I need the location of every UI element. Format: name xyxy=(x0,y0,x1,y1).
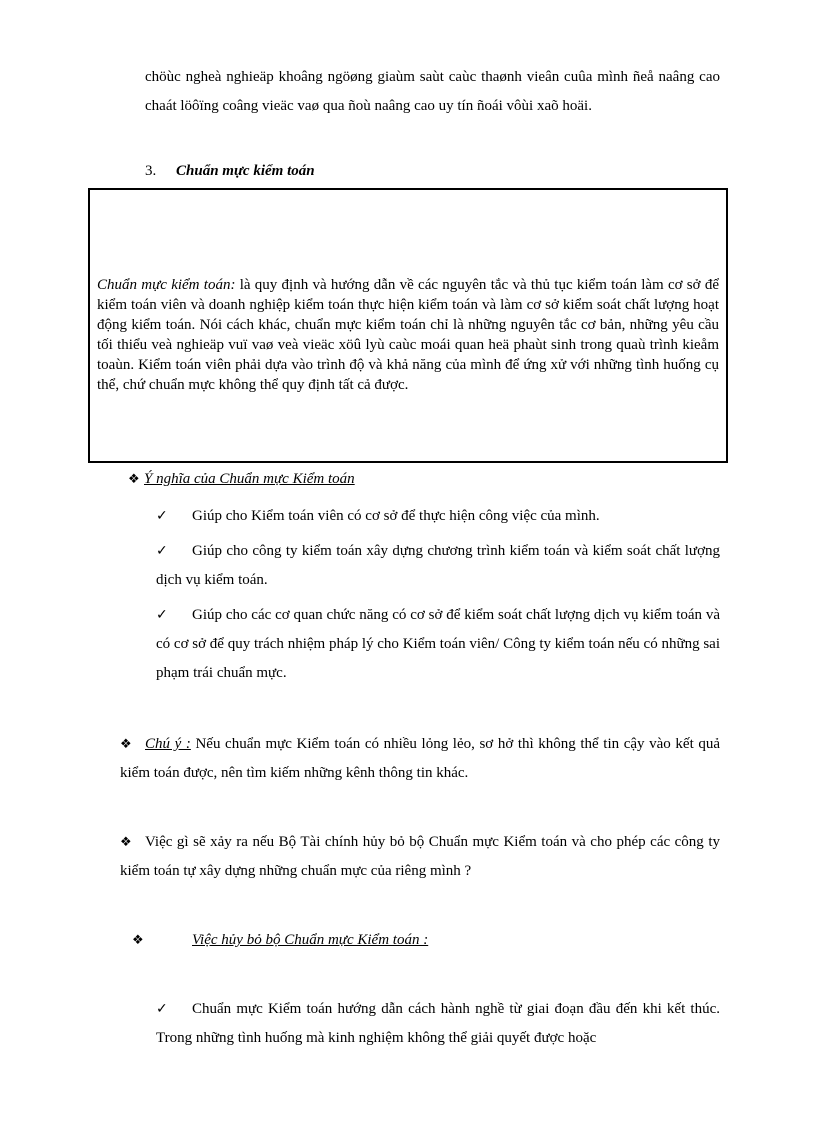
intro-paragraph: chöùc ngheà nghieäp khoâng ngöøng giaùm saùt caùc thaønh vieân cuûa mình ñeå naâng cao chaát löôïng coâng vieäc vaø qua ñoù naâng cao uy tín ñoái vôùi xaõ hoäi. xyxy=(145,69,720,114)
section-heading xyxy=(145,160,315,182)
cancel-item-text: Chuẩn mực Kiểm toán hướng dẫn cách hành nghề từ giai đoạn đầu đến khi kết thúc. Trong những tình huống mà kinh nghiệm không thể giải quyết được hoặc xyxy=(156,1001,720,1046)
meaning-item xyxy=(156,537,720,595)
diamond-bullet-icon: ❖ xyxy=(128,472,140,487)
meaning-item-text: Giúp cho Kiểm toán viên có cơ sở để thực hiện công việc của mình. xyxy=(192,508,600,524)
diamond-bullet-icon: ❖ xyxy=(120,737,132,752)
section-title: Chuẩn mực kiểm toán xyxy=(176,163,315,179)
note-text: Nếu chuẩn mực Kiểm toán có nhiều lỏng lẻo, sơ hở thì không thể tin cậy vào kết quả kiểm toán được, nên tìm kiếm những kênh thông tin khác. xyxy=(120,736,720,781)
note-label: Chú ý : xyxy=(145,736,191,752)
checkmark-icon: ✓ xyxy=(156,607,168,623)
meaning-title: Ý nghĩa của Chuẩn mực Kiểm toán xyxy=(144,471,355,487)
meaning-heading xyxy=(128,468,355,491)
meaning-item xyxy=(156,502,720,531)
question-paragraph xyxy=(120,828,720,886)
definition-text xyxy=(97,275,719,395)
cancel-item xyxy=(156,995,720,1053)
diamond-bullet-icon: ❖ xyxy=(120,835,132,850)
checkmark-icon: ✓ xyxy=(156,543,168,559)
note-paragraph xyxy=(120,730,720,788)
diamond-bullet-icon: ❖ xyxy=(132,933,144,948)
definition-term: Chuẩn mực kiểm toán: xyxy=(97,277,236,293)
meaning-item xyxy=(156,601,720,688)
cancel-title: Việc hủy bỏ bộ Chuẩn mực Kiểm toán : xyxy=(192,932,429,948)
definition-body: là quy định và hướng dẫn về các nguyên tắc và thủ tục kiểm toán làm cơ sở để kiểm toán viên và doanh nghiệp kiểm toán thực hiện kiểm toán và làm cơ sở kiểm soát chất lượng hoạt động kiểm toán. Nói cách khác, chuẩn mực kiểm toán chỉ là những nguyên tắc cơ bản, những yêu cầu tối thiểu veà nghieäp vuï vaø veà vieäc xöû lyù caùc moái quan heä phaùt sinh trong quaù trình kieåm toaùn. Kiểm toán viên phải dựa vào trình độ và khả năng của mình để ứng xử với những tình huống cụ thể, chứ chuẩn mực không thể quy định tất cả được. xyxy=(97,277,719,393)
meaning-item-text: Giúp cho các cơ quan chức năng có cơ sở để kiểm soát chất lượng dịch vụ kiểm toán và có cơ sở để quy trách nhiệm pháp lý cho Kiểm toán viên/ Công ty kiểm toán nếu có những sai phạm trái chuẩn mực. xyxy=(156,607,720,681)
question-text: Việc gì sẽ xảy ra nếu Bộ Tài chính hủy bỏ bộ Chuẩn mực Kiểm toán và cho phép các công ty kiểm toán tự xây dựng những chuẩn mực của riêng mình ? xyxy=(120,834,720,879)
meaning-item-text: Giúp cho công ty kiểm toán xây dựng chương trình kiểm toán và kiểm soát chất lượng dịch vụ kiểm toán. xyxy=(156,543,720,588)
cancel-heading xyxy=(132,929,428,952)
checkmark-icon: ✓ xyxy=(156,1001,168,1017)
section-number: 3. xyxy=(145,163,157,179)
checkmark-icon: ✓ xyxy=(156,508,168,524)
definition-box xyxy=(88,188,728,463)
